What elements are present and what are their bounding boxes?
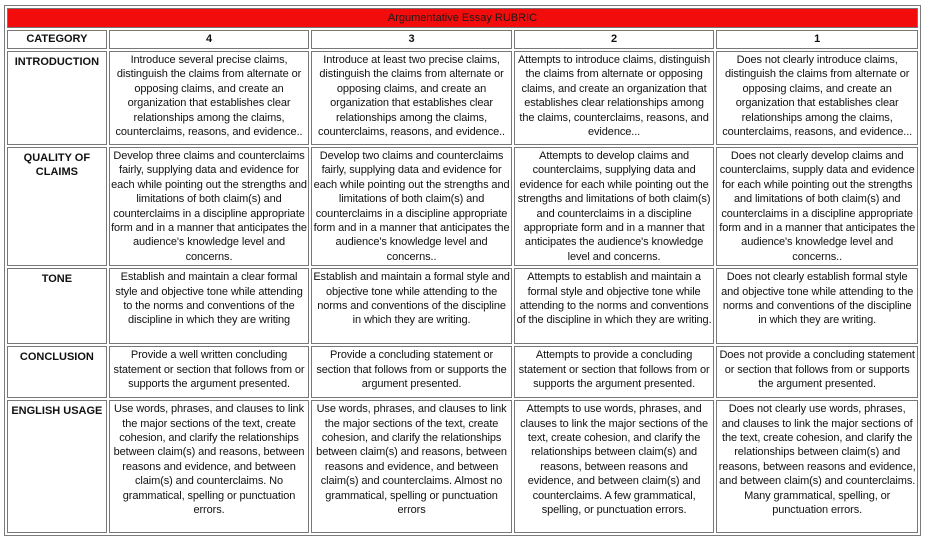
cell-introduction-3: Introduce at least two precise claims, distinguish the claims from alternate or opposing claims, and create an organization that establishes clear relationships among the claims, counterclaims, reasons, and evidence.. [311, 51, 512, 145]
rubric-container [4, 5, 921, 536]
cell-quality-1: Does not clearly develop claims and counterclaims, supply data and evidence for each while pointing out the strengths and limitations of both claim(s) and counterclaims in a discipline appropriate form and in a manner that anticipates the audience's knowledge level and concerns.. [716, 147, 918, 266]
cell-quality-3: Develop two claims and counterclaims fairly, supplying data and evidence for each while pointing out the strengths and limitations of both claim(s) and counterclaims in a discipline appropriate form and in a manner that anticipates the audience's knowledge level and concerns.. [311, 147, 512, 266]
cell-tone-4: Establish and maintain a clear formal style and objective tone while attending to the norms and conventions of the discipline in which they are writing [109, 268, 310, 344]
cell-english-3: Use words, phrases, and clauses to link the major sections of the text, create cohesion, and clarify the relationships between claim(s) and reasons, between reasons and evidence, and between claim(s) and counterclaims. Almost no grammatical, spelling or punctuation errors [311, 400, 512, 533]
cell-tone-3: Establish and maintain a formal style and objective tone while attending to the norms and conventions of the discipline in which they are writing. [311, 268, 512, 344]
cell-conclusion-1: Does not provide a concluding statement or section that follows from or supports the argument presented. [716, 346, 918, 398]
title-row [7, 8, 918, 28]
cell-conclusion-3: Provide a concluding statement or section that follows from or supports the argument presented. [311, 346, 512, 398]
rubric-table [5, 6, 920, 535]
cell-tone-1: Does not clearly establish formal style and objective tone while attending to the norms and conventions of the discipline in which they are writing. [716, 268, 918, 344]
table-row [7, 268, 918, 344]
category-introduction: INTRODUCTION [7, 51, 107, 145]
header-score-4: 4 [109, 30, 310, 49]
cell-conclusion-2: Attempts to provide a concluding statement or section that follows from or supports the argument presented. [514, 346, 715, 398]
table-row [7, 346, 918, 398]
cell-quality-2: Attempts to develop claims and counterclaims, supplying data and evidence for each while pointing out the strengths and limitations of both claim(s) and counterclaims in a discipline appropriate form and in a manner that anticipates the audience's knowledge level and concerns. [514, 147, 715, 266]
category-conclusion: CONCLUSION [7, 346, 107, 398]
header-category: CATEGORY [7, 30, 107, 49]
table-row [7, 400, 918, 533]
category-tone: TONE [7, 268, 107, 344]
cell-introduction-2: Attempts to introduce claims, distinguish the claims from alternate or opposing claims, and create an organization that establishes clear relationships among the claims, counterclaims, reasons, and evidence... [514, 51, 715, 145]
cell-tone-2: Attempts to establish and maintain a formal style and objective tone while attending to the norms and conventions of the discipline in which they are writing. [514, 268, 715, 344]
cell-quality-4: Develop three claims and counterclaims fairly, supplying data and evidence for each while pointing out the strengths and limitations of both claim(s) and counterclaims in a discipline appropriate form and in a manner that anticipates the audience's knowledge level and concerns. [109, 147, 310, 266]
cell-english-2: Attempts to use words, phrases, and clauses to link the major sections of the text, create cohesion, and clarify the relationships between claim(s) and reasons, between reasons and evidence, and between claim(s) and counterclaims. A few grammatical, spelling, or punctuation errors. [514, 400, 715, 533]
table-row [7, 51, 918, 145]
table-row [7, 147, 918, 266]
header-row [7, 30, 918, 49]
category-quality-of-claims: QUALITY OF CLAIMS [7, 147, 107, 266]
rubric-title: Argumentative Essay RUBRIC [7, 8, 918, 28]
header-score-2: 2 [514, 30, 715, 49]
cell-english-4: Use words, phrases, and clauses to link the major sections of the text, create cohesion, and clarify the relationships between claim(s) and reasons, between reasons and evidence, and between claim(s) and counterclaims. No grammatical, spelling or punctuation errors. [109, 400, 310, 533]
header-score-3: 3 [311, 30, 512, 49]
cell-introduction-1: Does not clearly introduce claims, distinguish the claims from alternate or opposing claims, and create an organization that establishes clear relationships among the claims, counterclaims, reasons, and evidence... [716, 51, 918, 145]
cell-introduction-4: Introduce several precise claims, distinguish the claims from alternate or opposing claims, and create an organization that establishes clear relationships among the claims, counterclaims, reasons, and evidence.. [109, 51, 310, 145]
category-english-usage: ENGLISH USAGE [7, 400, 107, 533]
cell-conclusion-4: Provide a well written concluding statement or section that follows from or supports the argument presented. [109, 346, 310, 398]
header-score-1: 1 [716, 30, 918, 49]
cell-english-1: Does not clearly use words, phrases, and clauses to link the major sections of the text, create cohesion, and clarify the relationships between claim(s) and reasons, between reasons and evidence, and between claim(s) and counterclaims. Many grammatical, spelling, or punctuation errors. [716, 400, 918, 533]
